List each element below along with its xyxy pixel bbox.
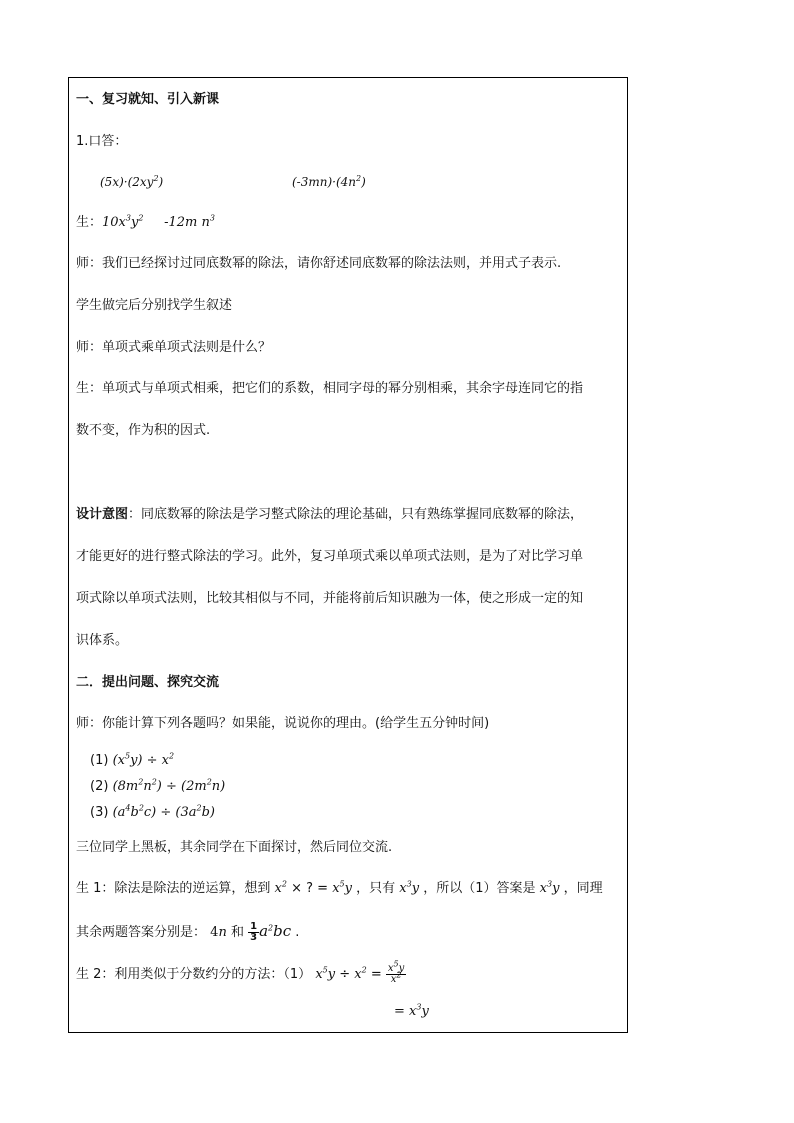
student1-line-2: 其余两题答案分别是： 4n 和 $\frac{1}{3}$ $a^2bc$ . xyxy=(76,921,300,943)
student2-result: = $x^3y$ xyxy=(394,1002,429,1019)
teacher-question: 师：你能计算下列各题吗？如果能，说说你的理由。(给学生五分钟时间) xyxy=(76,716,490,731)
board-note: 三位同学上黑板，其余同学在下面探讨，然后同位交流. xyxy=(76,840,393,855)
problem-2: (2) $(8m^2n^2) \div (2m^2n)$ xyxy=(90,777,226,794)
student2-line: 生 2：利用类似于分数约分的方法：（1） $x^5y \div x^2$ = $\frac{x^5y}{x^2}$ xyxy=(76,959,405,985)
section1-heading: 一、复习就知、引入新课 xyxy=(76,92,220,107)
design-intent-line-3: 项式除以单项式法则，比较其相似与不同，并能将前后知识融为一体，使之形成一定的知 xyxy=(76,591,584,606)
expression-2: $(-3mn)\cdot(4n^2)$ xyxy=(292,174,366,189)
fraction-division: $\frac{x^5y}{x^2}$ xyxy=(387,959,405,985)
design-intent-line-1: 设计意图：同底数幂的除法是学习整式除法的理论基础，只有熟练掌握同底数幂的除法， xyxy=(76,507,584,522)
student-note: 学生做完后分别找学生叙述 xyxy=(76,298,233,313)
student-answer: 生：$10x^3y^2$ -12m $n^3$ xyxy=(76,213,215,230)
problem-1: (1) $(x^5y) \div x^2$ xyxy=(90,751,175,768)
student-answer-line-2: 数不变，作为积的因式. xyxy=(76,423,211,438)
fraction-one-third: $\frac{1}{3}$ xyxy=(250,921,258,943)
oral-question-label: 1.口答： xyxy=(76,134,128,149)
expression-1: $(5x)\cdot(2xy^2)$ xyxy=(100,174,164,189)
student-answer-line-1: 生：单项式与单项式相乘，把它们的系数，相同字母的幂分别相乘，其余字母连同它的指 xyxy=(76,381,584,396)
teacher-line-2: 师：单项式乘单项式法则是什么？ xyxy=(76,340,272,355)
student1-line-1: 生 1：除法是除法的逆运算，想到 $x^2$ × ? = $x^5y$ ，只有 $x^3y$ ，所以（1）答案是 $x^3y$ ，同理 xyxy=(76,879,603,896)
design-intent-label: 设计意图 xyxy=(76,507,129,522)
problem-3: (3) $(a^4b^2c) \div (3a^2b)$ xyxy=(90,803,216,820)
design-intent-line-2: 才能更好的进行整式除法的学习。此外，复习单项式乘以单项式法则，是为了对比学习单 xyxy=(76,549,584,564)
section2-heading: 二．提出问题、探究交流 xyxy=(76,675,220,690)
design-intent-line-4: 识体系。 xyxy=(76,633,129,648)
teacher-line-1: 师：我们已经探讨过同底数幂的除法，请你舒述同底数幂的除法法则，并用式子表示. xyxy=(76,256,562,271)
